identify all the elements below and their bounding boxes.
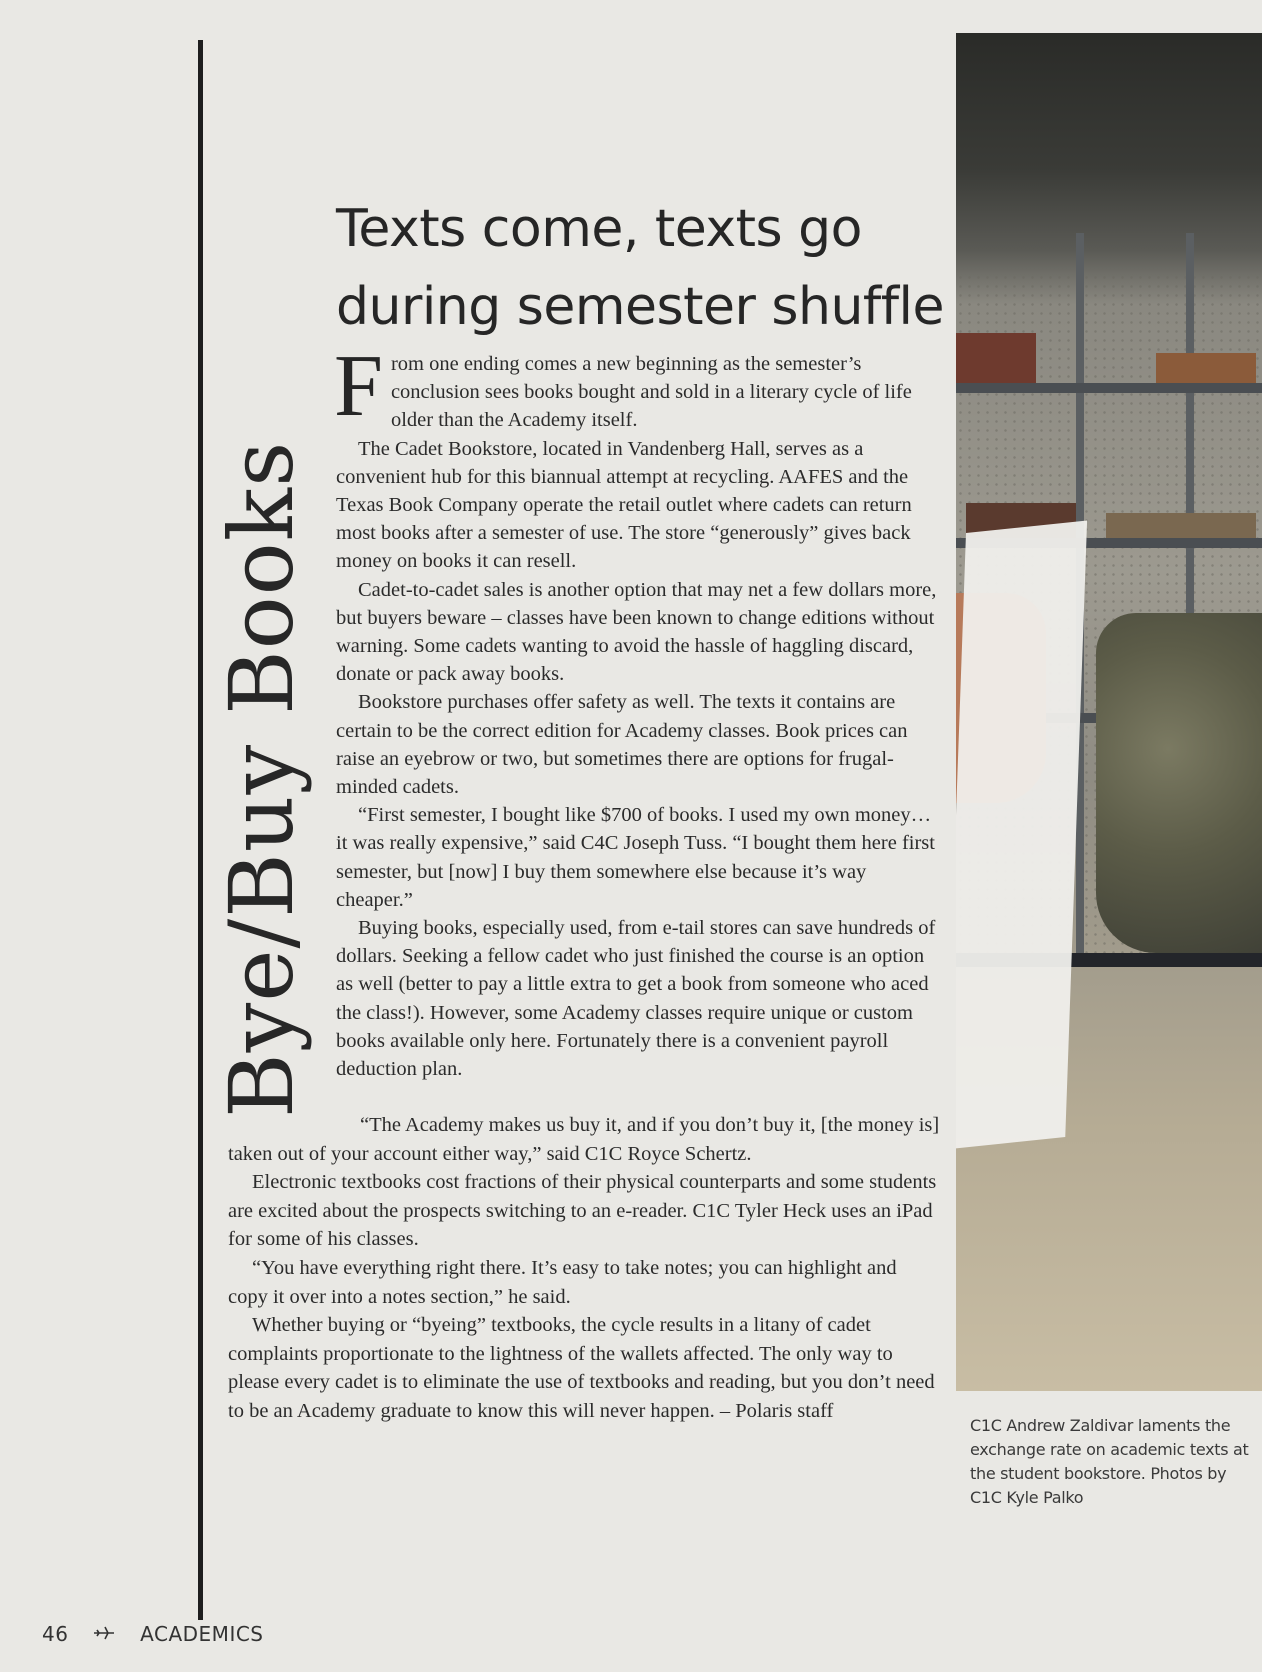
vertical-title: Bye/Buy Books (210, 440, 313, 1118)
headline-line-1: Texts come, texts go (336, 199, 862, 259)
plane-icon (93, 1622, 115, 1646)
article-paragraph: Bookstore purchases offer safety as well. The texts it contains are certain to be the correct edition for Academy classes. Book prices can raise an eyebrow or two, but sometimes there are options for frugal-minded cadets. (336, 691, 908, 799)
article-paragraph: From one ending comes a new beginning as the semester’s conclusion sees books bought and sold in a literary cycle of life older than the Academy itself. (334, 338, 912, 435)
article-paragraph: “The Academy makes us buy it, and if you don’t buy it, [the money is] taken out of your account either way,” said C1C Royce Schertz. (228, 1114, 940, 1165)
headline-line-2: during semester shuffle (336, 277, 944, 337)
drop-cap: F (334, 338, 383, 435)
page-number: 46 (42, 1622, 69, 1646)
book-stack (956, 333, 1036, 383)
article-body-wide (228, 1111, 941, 1426)
article-paragraph: Electronic textbooks cost fractions of their physical counterparts and some students are excited about the prospects switching to an e-reader. C1C Tyler Heck uses an iPad for some of his classes. (228, 1171, 937, 1251)
shelf (956, 383, 1262, 393)
article-paragraph: Whether buying or “byeing” textbooks, the cycle results in a litany of cadet complaints proportionate to the lightness of the wallets affected. The only way to please every cadet is to eliminate the use of textbooks and reading, but you don’t need to be an Academy graduate to know this will never happen. – Polaris staff (228, 1314, 935, 1422)
article-paragraph: Cadet-to-cadet sales is another option that may net a few dollars more, but buyers beware – classes have been known to change editions without warning. Some cadets wanting to avoid the hassle of haggling discard, donate or pack away books. (336, 578, 937, 686)
uniform-sleeve (1096, 613, 1262, 953)
headline (336, 190, 946, 346)
section-name: ACADEMICS (140, 1622, 264, 1646)
book-stack (1106, 513, 1256, 538)
bookstore-photo (956, 33, 1262, 1391)
page-folio (42, 1622, 282, 1646)
article-paragraph: The Cadet Bookstore, located in Vandenberg Hall, serves as a convenient hub for this biannual attempt at recycling. AAFES and the Texas Book Company operate the retail outlet where cadets can return most books after a semester of use. The store “generously” gives back money on books it can resell. (336, 437, 912, 573)
vertical-rule (198, 40, 203, 1620)
article-body (334, 338, 941, 1083)
article-paragraph: Buying books, especially used, from e-tail stores can save hundreds of dollars. Seeking a fellow cadet who just finished the course is an option as well (better to pay a little extra to get a book from someone who aced the class!). However, some Academy classes require unique or custom books available only here. Fortunately there is a convenient payroll deduction plan. (336, 917, 936, 1081)
receipt-paper (956, 520, 1087, 1149)
article-paragraph: “You have everything right there. It’s easy to take notes; you can highlight and copy it over into a notes section,” he said. (228, 1256, 897, 1308)
photo-caption: C1C Andrew Zaldivar laments the exchange rate on academic texts at the student bookstore. Photos by C1C Kyle Palko (970, 1416, 1249, 1507)
article-paragraph: “First semester, I bought like $700 of books. I used my own money… it was really expensive,” said C4C Joseph Tuss. “I bought them here first semester, but [now] I buy them somewhere else because it’s way cheaper.” (336, 804, 935, 911)
book-stack (1156, 353, 1256, 383)
